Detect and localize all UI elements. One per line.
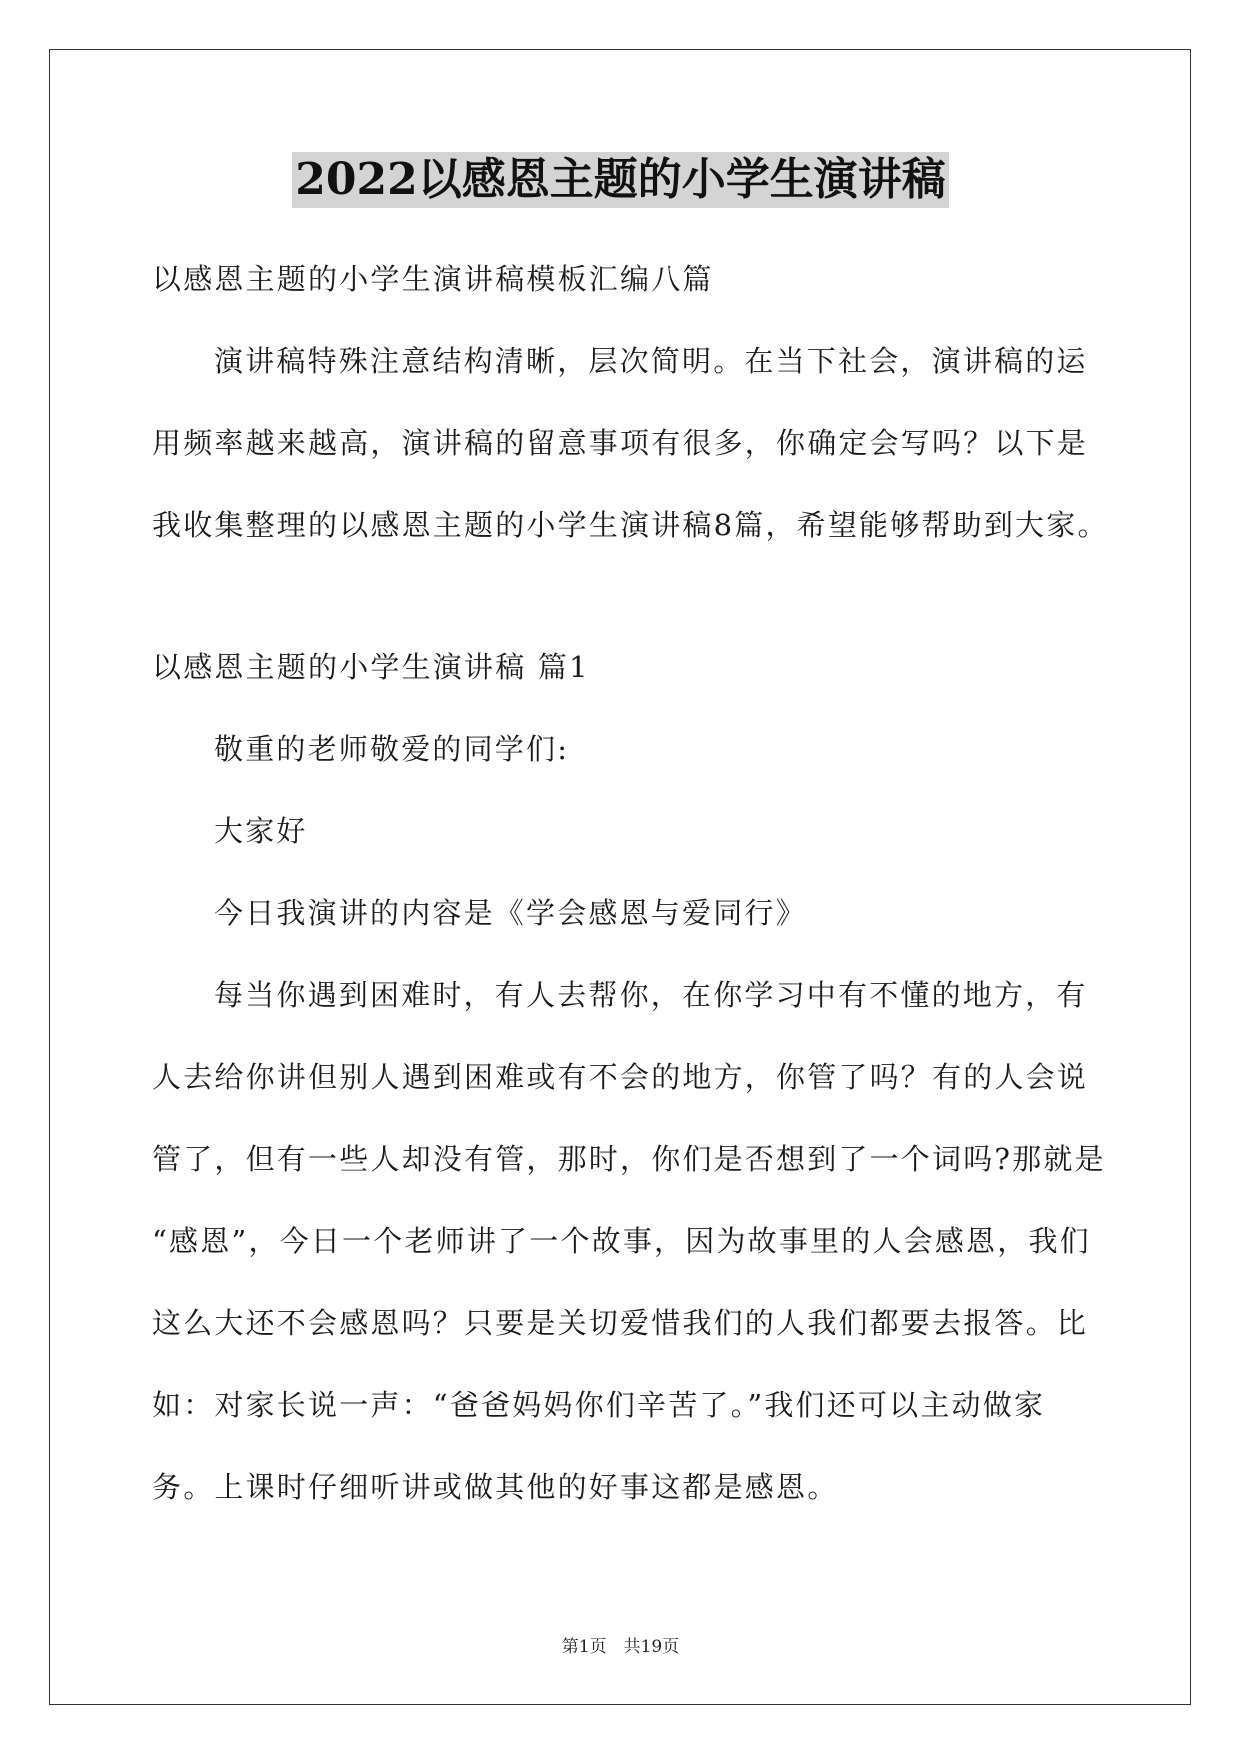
intro-line: 用频率越来越高，演讲稿的留意事项有很多，你确定会写吗？以下是 bbox=[152, 426, 1089, 460]
body-line: 人去给你讲但别人遇到困难或有不会的地方，你管了吗？有的人会说 bbox=[152, 1060, 1089, 1094]
title-container bbox=[0, 152, 1241, 208]
body-line: 务。上课时仔细听讲或做其他的好事这都是感恩。 bbox=[152, 1470, 839, 1504]
greeting-line: 敬重的老师敬爱的同学们: bbox=[214, 732, 570, 766]
document-title: 2022以感恩主题的小学生演讲稿 bbox=[292, 152, 948, 208]
intro-line: 演讲稿特殊注意结构清晰，层次简明。在当下社会，演讲稿的运 bbox=[214, 344, 1088, 378]
section-heading: 以感恩主题的小学生演讲稿 篇1 bbox=[152, 650, 590, 684]
body-line: 如：对家长说一声：“爸爸妈妈你们辛苦了。”我们还可以主动做家 bbox=[152, 1388, 1046, 1422]
document-body bbox=[152, 238, 1109, 1528]
page-footer: 第1页 共19页 bbox=[561, 1637, 680, 1657]
body-line: “感恩”，今日一个老师讲了一个故事，因为故事里的人会感恩，我们 bbox=[152, 1224, 1091, 1258]
hello-line: 大家好 bbox=[214, 814, 308, 848]
document-subtitle: 以感恩主题的小学生演讲稿模板汇编八篇 bbox=[152, 262, 714, 296]
body-line: 管了，但有一些人却没有管，那时，你们是否想到了一个词吗?那就是 bbox=[152, 1142, 1106, 1176]
paragraph-gap bbox=[152, 566, 1092, 626]
topic-line: 今日我演讲的内容是《学会感恩与爱同行》 bbox=[214, 896, 807, 930]
body-line: 每当你遇到困难时，有人去帮你，在你学习中有不懂的地方，有 bbox=[214, 978, 1088, 1012]
body-line: 这么大还不会感恩吗？只要是关切爱惜我们的人我们都要去报答。比 bbox=[152, 1306, 1089, 1340]
intro-line: 我收集整理的以感恩主题的小学生演讲稿8篇，希望能够帮助到大家。 bbox=[152, 508, 1109, 542]
